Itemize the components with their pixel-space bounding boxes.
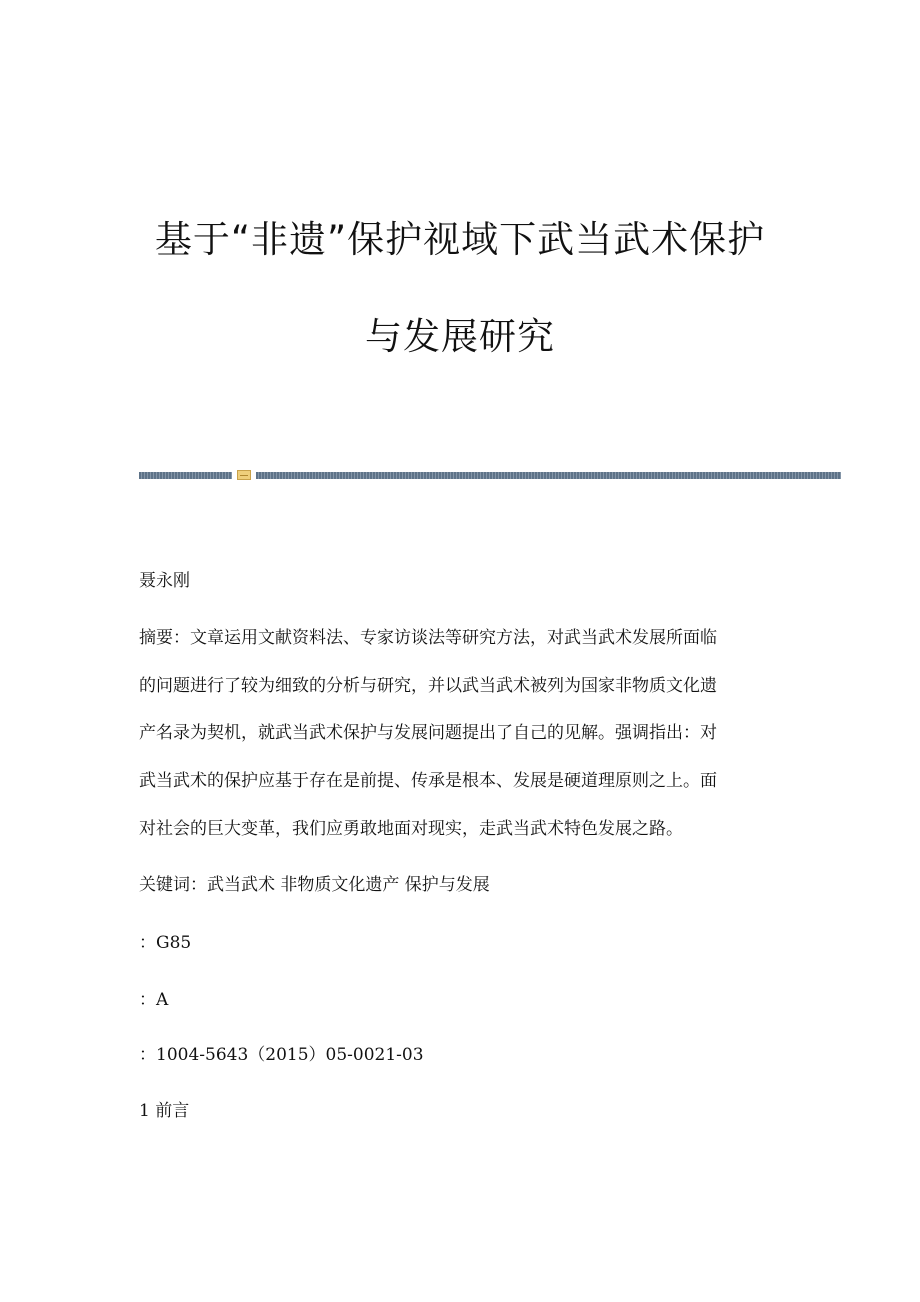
keywords: 关键词：武当武术 非物质文化遗产 保护与发展 (139, 875, 490, 895)
abstract-line-4: 武当武术的保护应基于存在是前提、传承是根本、发展是硬道理原则之上。面 (139, 771, 717, 791)
decorative-divider (139, 470, 841, 480)
article-id: ：1004-5643（2015）05-0021-03 (139, 1045, 424, 1065)
abstract-line-5: 对社会的巨大变革，我们应勇敢地面对现实，走武当武术特色发展之路。 (139, 819, 683, 839)
title-line-2: 与发展研究 (365, 315, 555, 358)
divider-bar-left (139, 472, 232, 479)
title-line-1: 基于“非遗”保护视域下武当武术保护 (154, 218, 766, 261)
section-heading: 1 前言 (139, 1101, 190, 1121)
divider-bar-right (256, 472, 841, 479)
abstract-line-2: 的问题进行了较为细致的分析与研究，并以武当武术被列为国家非物质文化遗 (139, 676, 717, 696)
document-code: ：A (139, 990, 169, 1010)
abstract-line-1: 摘要：文章运用文献资料法、专家访谈法等研究方法，对武当武术发展所面临 (139, 628, 717, 648)
author-name: 聂永刚 (139, 571, 190, 591)
divider-ornament-icon (237, 470, 251, 480)
classification-number: ：G85 (139, 933, 192, 953)
abstract-line-3: 产名录为契机，就武当武术保护与发展问题提出了自己的见解。强调指出：对 (139, 723, 717, 743)
